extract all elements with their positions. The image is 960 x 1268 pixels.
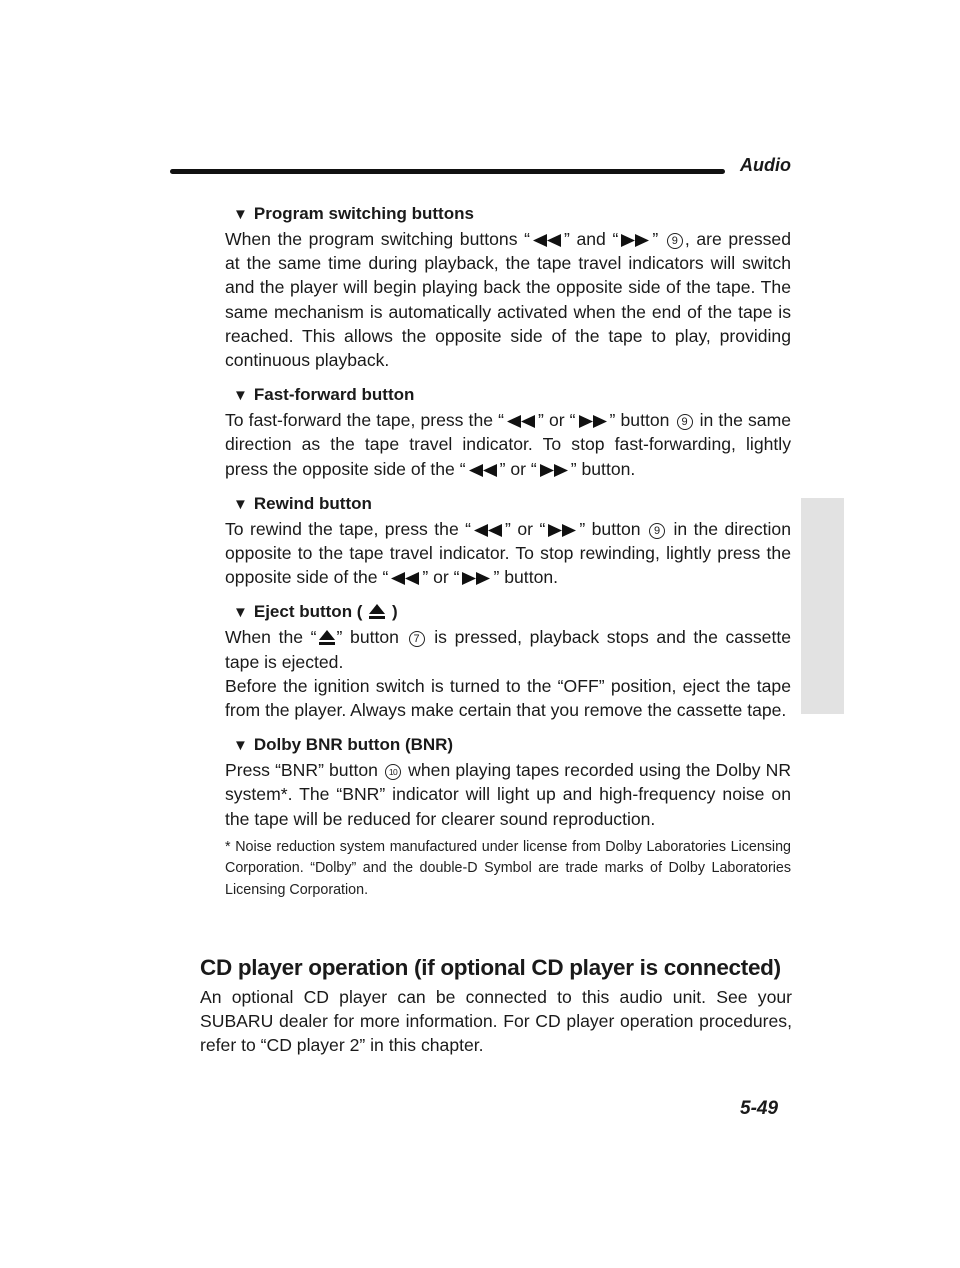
section-body: An optional CD player can be connected to this audio unit. See your SUBARU dealer for more information. For CD player operation procedures, refer to “CD player 2” in this chapter. [200,987,792,1056]
manual-content [225,202,791,912]
callout-number: 7 [409,631,425,647]
section-title: ▼ Eject button ( ) [233,600,799,625]
fast-forward-icon [620,234,650,247]
fast-forward-icon [461,572,491,585]
callout-number: 9 [649,523,665,539]
section-title: ▼ Dolby BNR button (BNR) [233,733,799,758]
section-rewind [225,492,791,590]
rewind-icon [468,464,498,477]
eject-icon [319,630,335,645]
fast-forward-icon [547,524,577,537]
section-body: To rewind the tape, press the “ ” or “ ” button 9 in the direction opposite to the tape travel indicator. To stop rewinding, lightly press the opposite side of the “ ” or “ ” button. [225,518,792,588]
rewind-icon [473,524,503,537]
section-body-secondary: Before the ignition switch is turned to the “OFF” position, eject the tape from the player. Always make certain that you remove the cassette tape. [225,675,791,721]
triangle-bullet-icon: ▼ [233,737,248,755]
running-header: Audio [740,155,791,175]
section-heading: CD player operation (if optional CD player is connected) [200,955,781,980]
section-fast-forward [225,383,791,481]
section-body: To fast-forward the tape, press the “ ” or “ ” button 9 in the same direction as the tape travel indicator. To stop fast-forwarding, lightly press the opposite side of the “ ” or “ ” button. [225,410,792,479]
footnote: * Noise reduction system manufactured under license from Dolby Laboratories Licensing Corporation. “Dolby” and the double-D Symbol are trade marks of Dolby Laboratories Licensing Corporation. [225,838,791,898]
section-program-switching [225,202,791,372]
triangle-bullet-icon: ▼ [233,604,248,622]
page-number: 5-49 [740,1098,779,1119]
section-title: ▼ Program switching buttons [233,202,799,227]
section-eject [225,600,791,722]
rewind-icon [390,572,420,585]
triangle-bullet-icon: ▼ [233,495,248,513]
fast-forward-icon [539,464,569,477]
rewind-icon [532,234,562,247]
chapter-tab [801,498,844,714]
rewind-icon [506,415,536,428]
section-title: ▼ Rewind button [233,492,799,517]
section-body: When the program switching buttons “ ” and “ ” 9 , are pressed at the same time during playback, the tape travel indicators will switch and the player will begin playing back the opposite side of the tape. The same mechanism is automatically activated when the end of the tape is reached. This allows the opposite side of the tape to play, providing continuous playback. [225,229,791,371]
section-title: ▼ Fast-forward button [233,383,799,408]
section-body: Press “BNR” button 10 when playing tapes recorded using the Dolby NR system*. The “BNR” indicator will light up and high-frequency noise on the tape will be reduced for clearer sound reproduction. [225,760,792,829]
triangle-bullet-icon: ▼ [233,206,248,223]
section-body: When the “ ” button 7 is pressed, playback stops and the cassette tape is ejected. [225,627,792,672]
callout-number: 9 [667,233,683,249]
eject-icon [369,604,385,619]
callout-number: 10 [385,764,401,780]
fast-forward-icon [578,415,608,428]
cd-player-section [200,953,792,1058]
callout-number: 9 [677,414,693,430]
header-rule [170,169,725,174]
triangle-bullet-icon: ▼ [233,387,248,405]
section-dolby-bnr [225,733,791,901]
